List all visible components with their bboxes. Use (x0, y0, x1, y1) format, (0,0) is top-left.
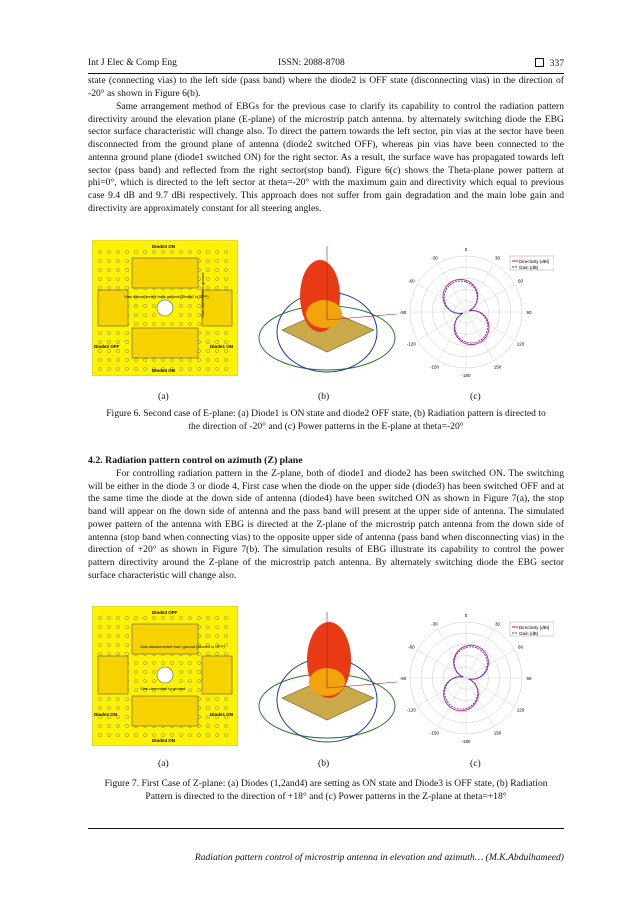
ebg-sector-right (202, 656, 232, 694)
polar-tick-label: 90 (526, 310, 532, 315)
fig7-label-a: (a) (158, 758, 169, 769)
polar-spoke (438, 630, 466, 678)
fig6-label-b: (b) (318, 391, 330, 402)
paragraph-1: state (connecting vias) to the left side (pass band) where the diode2 is OFF state (disconnecting vias) in the direction of -20° as shown in Figure 6(b). (88, 75, 564, 99)
polar-tick-label: -150 (429, 364, 440, 370)
legend-directivity: Directivity (dBi) (519, 625, 550, 630)
page-number: 337 (549, 59, 564, 69)
diode-top-label: Diode3 OFF (152, 610, 178, 615)
polar-tick-label: 150 (493, 364, 502, 370)
footer-rule (88, 828, 564, 829)
polar-tick-label: 60 (518, 644, 524, 650)
polar-tick-label: 0 (464, 613, 468, 618)
polar-tick-label: -60 (408, 278, 415, 284)
square-icon (535, 58, 544, 67)
polar-spoke (466, 312, 514, 340)
polar-spoke (438, 312, 466, 360)
header-rule (88, 73, 564, 74)
polar-tick-label: 120 (516, 341, 525, 347)
polar-tick-label: -150 (429, 730, 440, 736)
polar-tick-label: -120 (406, 707, 416, 713)
polar-tick-label: -30 (431, 255, 438, 261)
polar-tick-label: -60 (408, 644, 415, 650)
section-heading-4-2: 4.2. Radiation pattern control on azimuth (Z) plane (88, 455, 303, 466)
figure-6-caption: Figure 6. Second case of E-plane: (a) Diode1 is ON state and diode2 OFF state, (b) Radiation pattern is directed to the direction of -20° and (c) Power patterns in the E-plane at theta=-20° (106, 408, 546, 432)
polar-tick-label: 30 (494, 621, 501, 627)
paragraph-2: Same arrangement method of EBGs for the previous case to clarify its capability to control the radiation pattern directivity around the elevation plane (E-plane) of the microstrip patch antenna. by alternately switching diode the EBG sector surface characteristic will change also. To direct the pattern towards the left sector, pin vias at the sector have been disconnected from the ground plane of antenna (diode2 switched OFF), whereas pin vias have been connected to the antenna ground plane (diode1 switched ON) for the right sector. As a result, the surface wave has propagated towards left sector (pass band) and reflected from the right sector(stop band). Figure 6(c) shows the Theta-plane power pattern at phi=0°, which is directed to the left sector at theta=-20° with the maximum gain and directivity which equal to previous case 9.4 dB and 9.7 dBi respectively. This approach does not suffer from gain degradation and the main lobe gain and directivity are approximately constant for all steering angles. (88, 101, 564, 214)
polar-spoke (466, 312, 494, 360)
polar-spoke (466, 678, 494, 726)
polar-spoke (466, 264, 494, 312)
polar-tick-label: 150 (493, 730, 502, 736)
page-header (88, 58, 564, 72)
polar-spoke (438, 264, 466, 312)
figure-7-board (92, 606, 238, 746)
figure-7-caption: Figure 7. First Case of Z-plane: (a) Diodes (1,2and4) are setting as ON state and Diode3 is OFF state, (b) Radiation Pattern is directed to the direction of +18° and (c) Power patterns in the Z-plane at theta=+18° (104, 778, 548, 802)
polar-tick-label: -180 (461, 373, 471, 378)
patch-center (157, 667, 173, 683)
polar-tick-label: -120 (406, 341, 416, 347)
polar-spoke (466, 630, 494, 678)
polar-tick-label: -180 (461, 739, 471, 744)
figure-6-3d-pattern (252, 240, 402, 376)
ebg-sector-bottom (132, 696, 198, 726)
polar-tick-label: 90 (526, 676, 532, 681)
polar-spoke (418, 678, 466, 706)
figure-7-3d-pattern (252, 606, 402, 746)
polar-spoke (418, 284, 466, 312)
via-note-disconnected: Vias disconnected from ground (Diode3 is OFF) (140, 644, 225, 649)
ebg-sector-top (132, 258, 198, 288)
lobe-base (306, 300, 342, 328)
ebg-sector-top (132, 624, 198, 654)
ebg-sector-left (98, 656, 128, 694)
page-number-wrap (535, 58, 564, 69)
patch-center (157, 300, 173, 316)
issn: ISSN: 2088-8708 (278, 58, 345, 68)
diode-right-label: Diode1 ON (210, 344, 234, 349)
diode-bottom-label: Diode4 ON (152, 368, 176, 373)
figure-7-polar-plot (398, 606, 554, 746)
diode-right-label: Diode1 ON (210, 712, 234, 717)
page-footer: Radiation pattern control of microstrip antenna in elevation and azimuth… (M.K.Abdulhameed) (194, 852, 564, 863)
fig7-label-b: (b) (318, 758, 330, 769)
polar-tick-label: 30 (494, 255, 501, 261)
polar-tick-label: 60 (518, 278, 524, 284)
polar-tick-label: -90 (399, 676, 407, 681)
diode-left-label: Diode2 OFF (94, 344, 120, 349)
polar-spoke (438, 678, 466, 726)
fig7-label-c: (c) (470, 758, 481, 769)
fig6-label-c: (c) (470, 391, 481, 402)
via-note-connected: Vias connected to ground (200, 272, 205, 318)
legend-directivity: Directivity (dBi) (519, 259, 550, 264)
fig6-label-a: (a) (158, 391, 169, 402)
polar-tick-label: -30 (431, 621, 438, 627)
legend-gain: Gain (dB) (519, 631, 539, 636)
paragraph-3: For controlling radiation pattern in the Z-plane, both of diode1 and diode2 has been switched ON. The switching will be either in the diode 3 or diode 4, First case when the diode on the upper side (diode3) has been switched OFF and at the same time the diode at the down side of antenna (diode4) have been switched ON as shown in Figure 7(a), the stop band will appear on the down side of antenna and the pass band will present at the upper side of antenna. The simulated power pattern of the antenna with EBG is directed at the Z-plane of the microstrip patch antenna from the down side of antenna (stop band when connecting vias) to the opposite upper side of antenna (pass band when disconnecting vias) in the direction of +20° as shown in Figure 7(b). The simulation results of EBG illustrate its capability to control the power pattern directivity around the Z-plane of the microstrip patch antenna. By alternately switching diode the EBG sector surface characteristic will change also. (88, 468, 564, 581)
diode-left-label: Diode2 ON (94, 712, 118, 717)
via-note-disconnected: Vias disconnected from ground (Diode2 is OFF) (124, 294, 209, 299)
journal-name: Int J Elec & Comp Eng (88, 58, 177, 68)
polar-tick-label: -90 (399, 310, 407, 315)
polar-tick-label: 120 (516, 707, 525, 713)
diode-bottom-label: Diode4 ON (152, 738, 176, 743)
via-note-connected: Vias connected to ground (140, 686, 186, 691)
ebg-sector-bottom (132, 328, 198, 358)
figure-6-board (92, 240, 238, 376)
legend-gain: Gain (dB) (519, 265, 539, 270)
diode-top-label: Diode3 ON (152, 244, 176, 249)
polar-tick-label: 0 (464, 247, 468, 252)
figure-6-polar-plot (398, 240, 554, 380)
polar-spoke (466, 650, 514, 678)
